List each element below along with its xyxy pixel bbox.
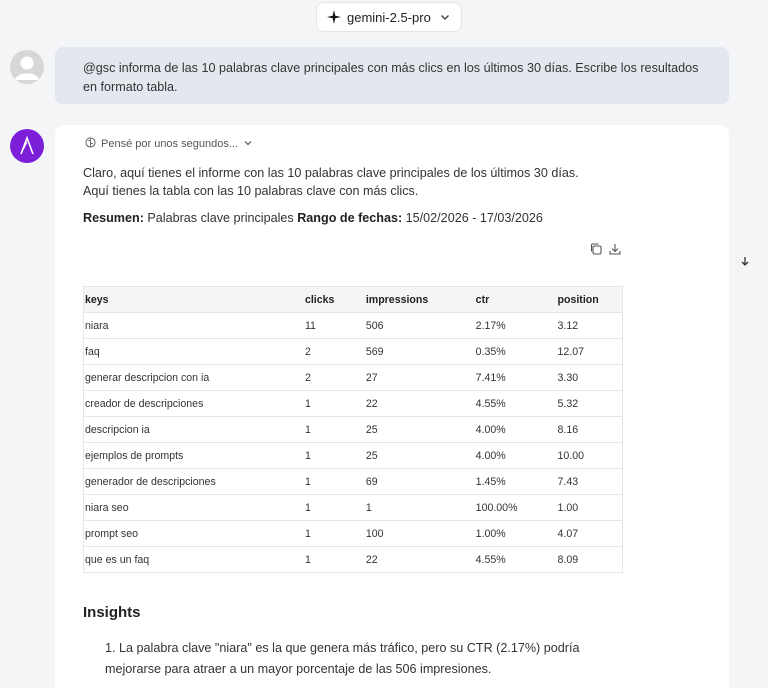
cell-ctr: 4.00% [475, 443, 557, 469]
cell-ctr: 7.41% [475, 365, 557, 391]
cell-ctr: 0.35% [475, 339, 557, 365]
cell-clicks: 2 [304, 365, 365, 391]
table-row [84, 365, 623, 391]
cell-clicks: 1 [304, 495, 365, 521]
user-message [55, 47, 729, 104]
chevron-down-icon [439, 11, 451, 23]
cell-ctr: 2.17% [475, 313, 557, 339]
cell-position: 1.00 [557, 495, 623, 521]
summary-line [83, 211, 543, 225]
summary-label: Resumen: [83, 211, 144, 225]
cell-ctr: 1.00% [475, 521, 557, 547]
table-row [84, 391, 623, 417]
thought-toggle[interactable] [85, 137, 253, 151]
cell-keys: creador de descripciones [84, 391, 304, 417]
header-clicks: clicks [304, 287, 365, 313]
cell-position: 5.32 [557, 391, 623, 417]
cell-impressions: 27 [365, 365, 475, 391]
cell-position: 4.07 [557, 521, 623, 547]
cell-keys: faq [84, 339, 304, 365]
keywords-table [83, 286, 623, 573]
cell-impressions: 506 [365, 313, 475, 339]
cell-position: 8.16 [557, 417, 623, 443]
intro-line-2: Aquí tienes la tabla con las 10 palabras clave con más clics. [83, 184, 419, 198]
cell-keys: que es un faq [84, 547, 304, 573]
cell-clicks: 1 [304, 391, 365, 417]
scroll-down-button[interactable] [733, 251, 757, 275]
header-impressions: impressions [365, 287, 475, 313]
cell-ctr: 4.55% [475, 391, 557, 417]
brain-icon [85, 137, 96, 151]
cell-impressions: 22 [365, 547, 475, 573]
cell-clicks: 1 [304, 443, 365, 469]
cell-clicks: 1 [304, 469, 365, 495]
table-row [84, 339, 623, 365]
table-row [84, 417, 623, 443]
arrow-down-icon [739, 254, 751, 272]
cell-impressions: 25 [365, 443, 475, 469]
range-value: 15/02/2026 - 17/03/2026 [405, 211, 543, 225]
cell-keys: prompt seo [84, 521, 304, 547]
cell-position: 3.30 [557, 365, 623, 391]
table-row [84, 313, 623, 339]
sparkle-icon [327, 10, 341, 24]
cell-position: 7.43 [557, 469, 623, 495]
cell-impressions: 22 [365, 391, 475, 417]
header-ctr: ctr [475, 287, 557, 313]
cell-keys: ejemplos de prompts [84, 443, 304, 469]
cell-ctr: 4.55% [475, 547, 557, 573]
cell-clicks: 2 [304, 339, 365, 365]
cell-position: 12.07 [557, 339, 623, 365]
table-row [84, 469, 623, 495]
cell-position: 3.12 [557, 313, 623, 339]
cell-keys: descripcion ia [84, 417, 304, 443]
user-avatar-icon [10, 50, 44, 84]
cell-clicks: 1 [304, 417, 365, 443]
table-row [84, 495, 623, 521]
download-icon[interactable] [608, 242, 622, 256]
cell-clicks: 11 [304, 313, 365, 339]
cell-keys: generar descripcion con ia [84, 365, 304, 391]
cell-keys: niara [84, 313, 304, 339]
cell-keys: niara seo [84, 495, 304, 521]
cell-keys: generador de descripciones [84, 469, 304, 495]
cell-position: 8.09 [557, 547, 623, 573]
cell-impressions: 100 [365, 521, 475, 547]
cell-impressions: 569 [365, 339, 475, 365]
cell-clicks: 1 [304, 547, 365, 573]
cell-ctr: 4.00% [475, 417, 557, 443]
user-message-text: @gsc informa de las 10 palabras clave principales con más clics en los últimos 30 días. Escribe los resultados en formato tabla. [83, 61, 699, 94]
cell-impressions: 25 [365, 417, 475, 443]
model-selector-label: gemini-2.5-pro [347, 9, 431, 25]
cell-ctr: 1.45% [475, 469, 557, 495]
table-row [84, 443, 623, 469]
cell-clicks: 1 [304, 521, 365, 547]
insight-item: 1. La palabra clave "niara" es la que genera más tráfico, pero su CTR (2.17%) podría mejorarse para atraer a un mayor porcentaje de las 506 impresiones. [105, 641, 580, 676]
insights-heading: Insights [83, 604, 141, 621]
intro-text [83, 164, 579, 200]
header-position: position [557, 287, 623, 313]
ai-logo-icon [10, 129, 44, 163]
table-row [84, 547, 623, 573]
copy-icon[interactable] [589, 242, 603, 256]
intro-line-1: Claro, aquí tienes el informe con las 10 palabras clave principales de los últimos 30 días. [83, 166, 579, 180]
summary-value: Palabras clave principales [147, 211, 294, 225]
header-keys: keys [84, 287, 304, 313]
table-header-row [84, 287, 623, 313]
cell-ctr: 100.00% [475, 495, 557, 521]
model-selector[interactable] [316, 2, 462, 32]
cell-impressions: 69 [365, 469, 475, 495]
assistant-message [55, 125, 729, 688]
range-label: Rango de fechas: [297, 211, 403, 225]
chevron-down-icon [243, 138, 253, 151]
cell-impressions: 1 [365, 495, 475, 521]
table-row [84, 521, 623, 547]
cell-position: 10.00 [557, 443, 623, 469]
thought-label: Pensé por unos segundos... [101, 138, 238, 150]
